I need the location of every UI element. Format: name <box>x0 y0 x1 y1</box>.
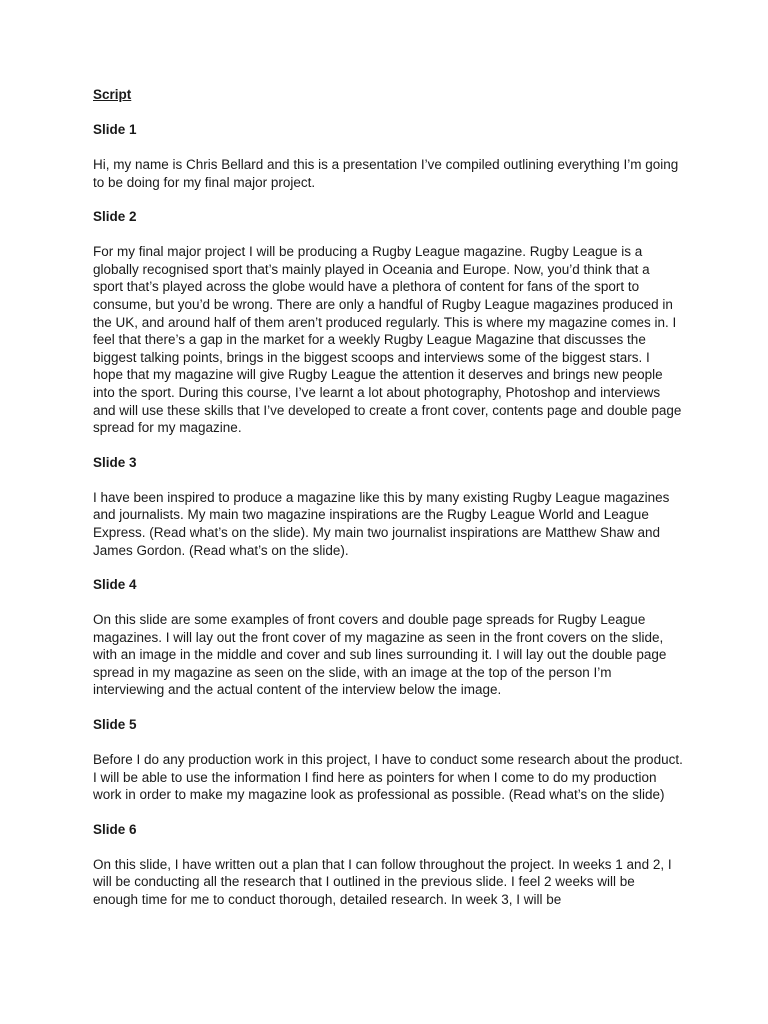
slide-paragraph: I have been inspired to produce a magazine like this by many existing Rugby League magazines and journalists. My main two magazine inspirations are the Rugby League World and League Express. (Read what’s on the slide). My main two journalist inspirations are Matthew Shaw and James Gordon. (Read what’s on the slide). <box>93 489 670 558</box>
slide-paragraph: On this slide are some examples of front covers and double page spreads for Rugby League magazines. I will lay out the front cover of my magazine as seen in the front covers on the slide, with an image in the middle and cover and sub lines surrounding it. I will lay out the double page spread in my magazine as seen on the slide, with an image at the top of the person I’m interviewing and the actual content of the interview below the image. <box>93 612 667 698</box>
section-slide-5 <box>93 716 683 804</box>
slide-heading: Slide 4 <box>93 577 137 593</box>
slide-heading: Slide 5 <box>93 717 137 733</box>
slide-heading: Slide 1 <box>93 122 137 137</box>
section-slide-6 <box>93 821 683 909</box>
document-title: Script <box>93 87 132 102</box>
section-slide-1 <box>93 121 683 191</box>
slide-paragraph: Before I do any production work in this project, I have to conduct some research about the product. I will be able to use the information I find here as pointers for when I come to do my production work in order to make my magazine look as professional as possible. (Read what’s on the slide) <box>93 752 683 803</box>
document-content <box>93 86 683 926</box>
slide-heading: Slide 3 <box>93 454 137 470</box>
section-slide-2 <box>93 208 683 437</box>
slide-heading: Slide 6 <box>93 821 137 837</box>
section-slide-4 <box>93 576 683 699</box>
slide-paragraph: On this slide, I have written out a plan that I can follow throughout the project. In weeks 1 and 2, I will be conducting all the research that I outlined in the previous slide. I feel 2 weeks will be enough time for me to conduct thorough, detailed research. In week 3, I will be <box>93 856 672 908</box>
slide-heading: Slide 2 <box>93 209 137 225</box>
section-slide-3 <box>93 454 683 559</box>
slide-paragraph: Hi, my name is Chris Bellard and this is a presentation I’ve compiled outlining everything I’m going to be doing for my final major project. <box>93 157 679 190</box>
slide-paragraph: For my final major project I will be producing a Rugby League magazine. Rugby League is a globally recognised sport that’s mainly played in Oceania and Europe. Now, you’d think that a sport that’s played across the globe would have a plethora of content for fans of the sport to consume, but you’d be wrong. There are only a handful of Rugby League magazines produced in the UK, and around half of them aren’t produced regularly. This is where my magazine comes in. I feel that there’s a gap in the market for a weekly Rugby League Magazine that discusses the biggest talking points, brings in the biggest scoops and interviews some of the biggest stars. I hope that my magazine will give Rugby League the attention it deserves and brings new people into the sport. During this course, I’ve learnt a lot about photography, Photoshop and interviews and will use these skills that I’ve developed to create a front cover, contents page and double page spread for my magazine. <box>93 244 682 436</box>
